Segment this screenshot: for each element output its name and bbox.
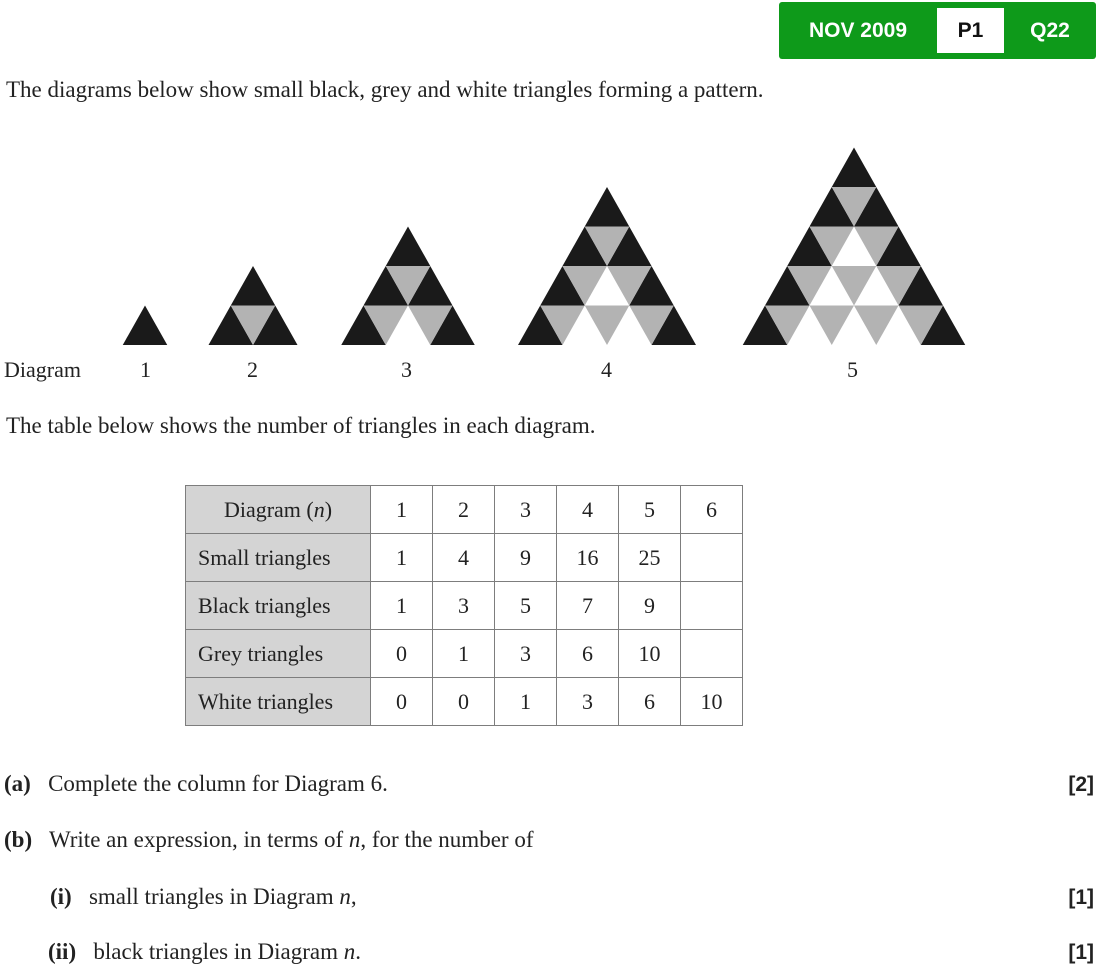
table-intro-text: The table below shows the number of triangles in each diagram. (6, 413, 596, 438)
diagram-number-1: 1 (140, 357, 151, 382)
table-cell: 6 (557, 630, 619, 678)
black-triangle (386, 227, 431, 267)
table-cell: 1 (371, 582, 433, 630)
question-b-ii-suffix: . (355, 939, 361, 964)
table-cell: 16 (557, 534, 619, 582)
table-cell: 9 (619, 582, 681, 630)
question-a-marks: [2] (1068, 773, 1094, 796)
question-b-text-after: , for the number of (360, 827, 534, 852)
question-b-ii-var: n (343, 939, 356, 964)
table-cell[interactable] (681, 582, 743, 630)
diagram-number-5: 5 (847, 357, 858, 382)
intro-text: The diagrams below show small black, grey and white triangles forming a pattern. (6, 77, 764, 102)
table-row-label: Black triangles (186, 582, 371, 630)
badge-paper: P1 (937, 8, 1004, 53)
table-cell: 7 (557, 582, 619, 630)
diagram-5-pattern (743, 148, 966, 346)
question-b-text-before: Write an expression, in terms of (48, 827, 349, 852)
question-b-ii (48, 939, 361, 965)
table-cell: 0 (371, 630, 433, 678)
question-b-i-label: (i) (50, 884, 72, 909)
question-b-i-text: small triangles in Diagram (88, 884, 340, 909)
question-b-var: n (348, 827, 361, 852)
diagram-number-2: 2 (247, 357, 258, 382)
table-row-label: White triangles (186, 678, 371, 726)
table-row (186, 630, 743, 678)
question-a (4, 771, 388, 797)
table-cell: 3 (433, 582, 495, 630)
table-cell: 1 (371, 534, 433, 582)
table-cell: 1 (495, 678, 557, 726)
table-column-header: 6 (681, 486, 743, 534)
black-triangle (832, 148, 877, 188)
question-a-label: (a) (4, 771, 31, 796)
table-column-header: 1 (371, 486, 433, 534)
table-cell: 1 (433, 630, 495, 678)
diagram-number-3: 3 (401, 357, 412, 382)
question-b-i-suffix: , (350, 884, 357, 909)
table-cell: 6 (619, 678, 681, 726)
question-b-ii-text: black triangles in Diagram (93, 939, 344, 964)
table-cell: 3 (495, 630, 557, 678)
table-cell: 4 (433, 534, 495, 582)
header-label-suffix: ) (324, 496, 333, 522)
question-b (4, 827, 533, 853)
table-cell: 9 (495, 534, 557, 582)
question-b-i-var: n (339, 884, 351, 909)
table-cell: 0 (433, 678, 495, 726)
table-row (186, 582, 743, 630)
table-column-header: 3 (495, 486, 557, 534)
diagram-3-pattern (341, 227, 475, 346)
black-triangle (231, 266, 276, 306)
table-header-row (186, 486, 743, 534)
table-cell: 10 (619, 630, 681, 678)
question-a-text: Complete the column for Diagram 6. (48, 771, 388, 796)
question-b-ii-label: (ii) (48, 939, 77, 964)
table-column-header: 5 (619, 486, 681, 534)
question-badge (779, 2, 1096, 59)
table-cell: 3 (557, 678, 619, 726)
black-triangle (585, 187, 630, 227)
table-cell: 25 (619, 534, 681, 582)
triangle-count-table (185, 485, 743, 726)
table-cell[interactable] (681, 630, 743, 678)
question-b-label: (b) (4, 827, 33, 852)
table-cell[interactable] (681, 534, 743, 582)
diagram-1-pattern (123, 306, 168, 346)
table-column-header: 4 (557, 486, 619, 534)
header-label-var: n (313, 496, 325, 522)
diagram-2-pattern (209, 266, 298, 345)
table-column-header: 2 (433, 486, 495, 534)
table-row (186, 534, 743, 582)
diagram-4-pattern (518, 187, 696, 345)
table-cell: 10 (681, 678, 743, 726)
diagram-number-4: 4 (601, 357, 612, 382)
table-row (186, 678, 743, 726)
table-row-label: Small triangles (186, 534, 371, 582)
diagram-row-label: Diagram (4, 357, 81, 382)
table-row-label: Grey triangles (186, 630, 371, 678)
table-header-label (186, 486, 371, 534)
table-cell: 0 (371, 678, 433, 726)
black-triangle (123, 306, 168, 346)
question-b-i (50, 884, 357, 910)
question-b-ii-marks: [1] (1068, 941, 1094, 964)
question-b-i-marks: [1] (1068, 886, 1094, 909)
table-cell: 5 (495, 582, 557, 630)
badge-question: Q22 (1030, 19, 1070, 42)
triangle-pattern-diagrams (0, 140, 1100, 350)
badge-date: NOV 2009 (808, 19, 908, 42)
header-label-prefix: Diagram ( (223, 496, 314, 522)
